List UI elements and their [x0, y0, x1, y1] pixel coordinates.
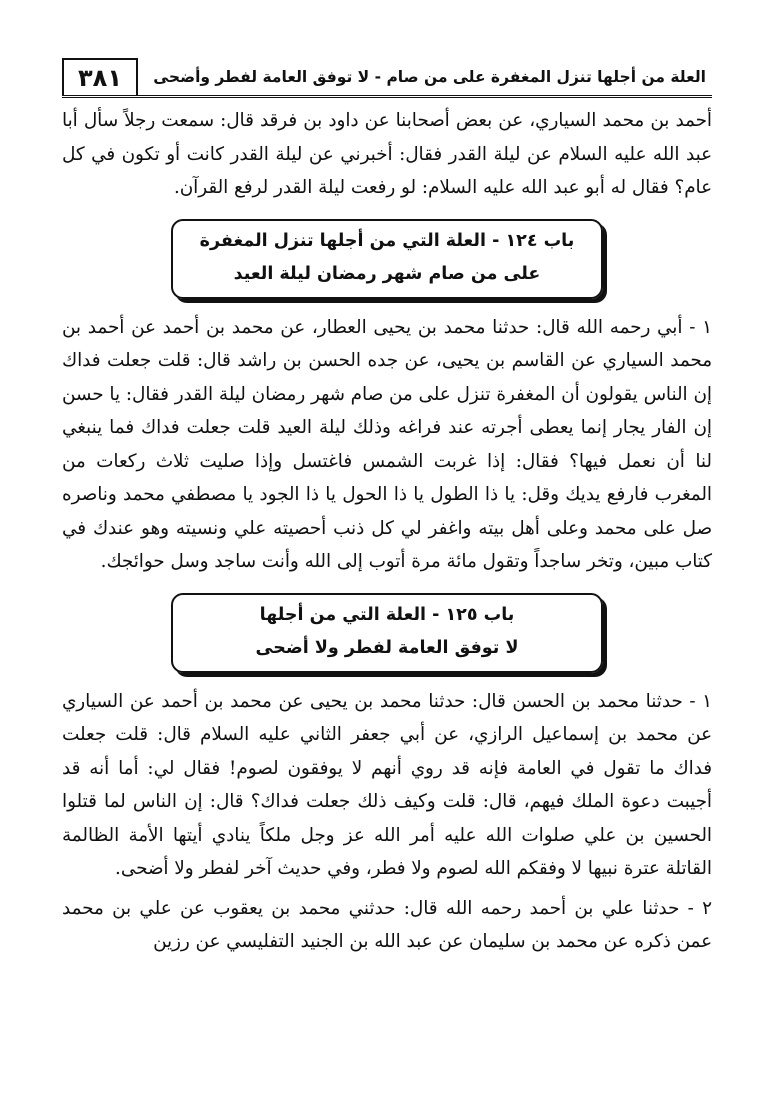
chapter-heading-124	[171, 219, 603, 299]
chapter-title-line: لا توفق العامة لفطر ولا أضحى	[255, 637, 519, 658]
intro-paragraph: أحمد بن محمد السياري، عن بعض أصحابنا عن داود بن فرقد قال: سمعت رجلاً سأل أبا عبد الله عليه السلام عن ليلة القدر فقال: أخبرني عن ليلة القدر كانت أو تكون في كل عام؟ فقال له أبو عبد الله عليه السلام: لو رفعت ليلة القدر لرفع القرآن.	[62, 110, 712, 198]
hadith-paragraph: ١ - حدثنا محمد بن الحسن قال: حدثنا محمد بن يحيى عن محمد بن أحمد عن السياري عن محمد بن إسماعيل الرازي، عن أبي جعفر الثاني عليه السلام قال: قلت جعلت فداك ما تقول في العامة فإنه قد روي أنهم لا يوفقون لصوم! فقال لي: أما أنه قد أجيبت دعوة الملك فيهم، قال: قلت وكيف ذلك جعلت فداك؟ قال: إن الناس لما قتلوا الحسين بن علي صلوات الله عليه أمر الله عز وجل ملكاً ينادي أيتها الأمة الظالمة القاتلة عترة نبيها لا وفقكم الله لصوم ولا فطر، وفي حديث آخر لفطر ولا أضحى.	[62, 690, 712, 879]
hadith-paragraph: ٢ - حدثنا علي بن أحمد رحمه الله قال: حدثني محمد بن يعقوب عن علي بن محمد عمن ذكره عن محمد بن سليمان عن عبد الله بن الجنيد التفليسي عن رزين	[62, 897, 712, 952]
hadith-paragraph: ١ - أبي رحمه الله قال: حدثنا محمد بن يحيى العطار، عن محمد بن أحمد عن أحمد بن محمد السياري عن القاسم بن يحيى، عن جده الحسن بن راشد قال: قلت جعلت فداك إن الناس يقولون أن المغفرة تنزل على من صام شهر رمضان ليلة القدر فقال: يا حسن إن الفار يجار إنما يعطى أجرته عند فراغه وذلك ليلة العيد قلت جعلت فداك فما ينبغي لنا أن نعمل فيها؟ فقال: إذا غربت الشمس فاغتسل وإذا صليت ثلاث ركعات من المغرب فارفع يديك وقل: يا ذا الطول يا ذا الحول يا ذا الجود يا مصطفي محمد وناصره صل على محمد وعلى أهل بيته واغفر لي كل ذنب أحصيته علي ونسيته وهو عندك في كتاب مبين، وتخر ساجداً وتقول مائة مرة أتوب إلى الله وأنت ساجد وسل حوائجك.	[62, 316, 712, 572]
chapter-heading-125	[171, 593, 603, 673]
book-page	[62, 58, 712, 959]
chapter-title-line: باب ١٢٤ - العلة التي من أجلها تنزل المغفرة	[199, 230, 575, 251]
running-header	[62, 58, 712, 98]
chapter-title-line: على من صام شهر رمضان ليلة العيد	[233, 263, 541, 284]
chapter-title-line: باب ١٢٥ - العلة التي من أجلها	[259, 604, 515, 625]
page-number: ٣٨١	[62, 58, 138, 95]
running-title: العلة من أجلها تنزل المغفرة على من صام - لا توفق العامة لفطر وأضحى	[153, 67, 706, 86]
